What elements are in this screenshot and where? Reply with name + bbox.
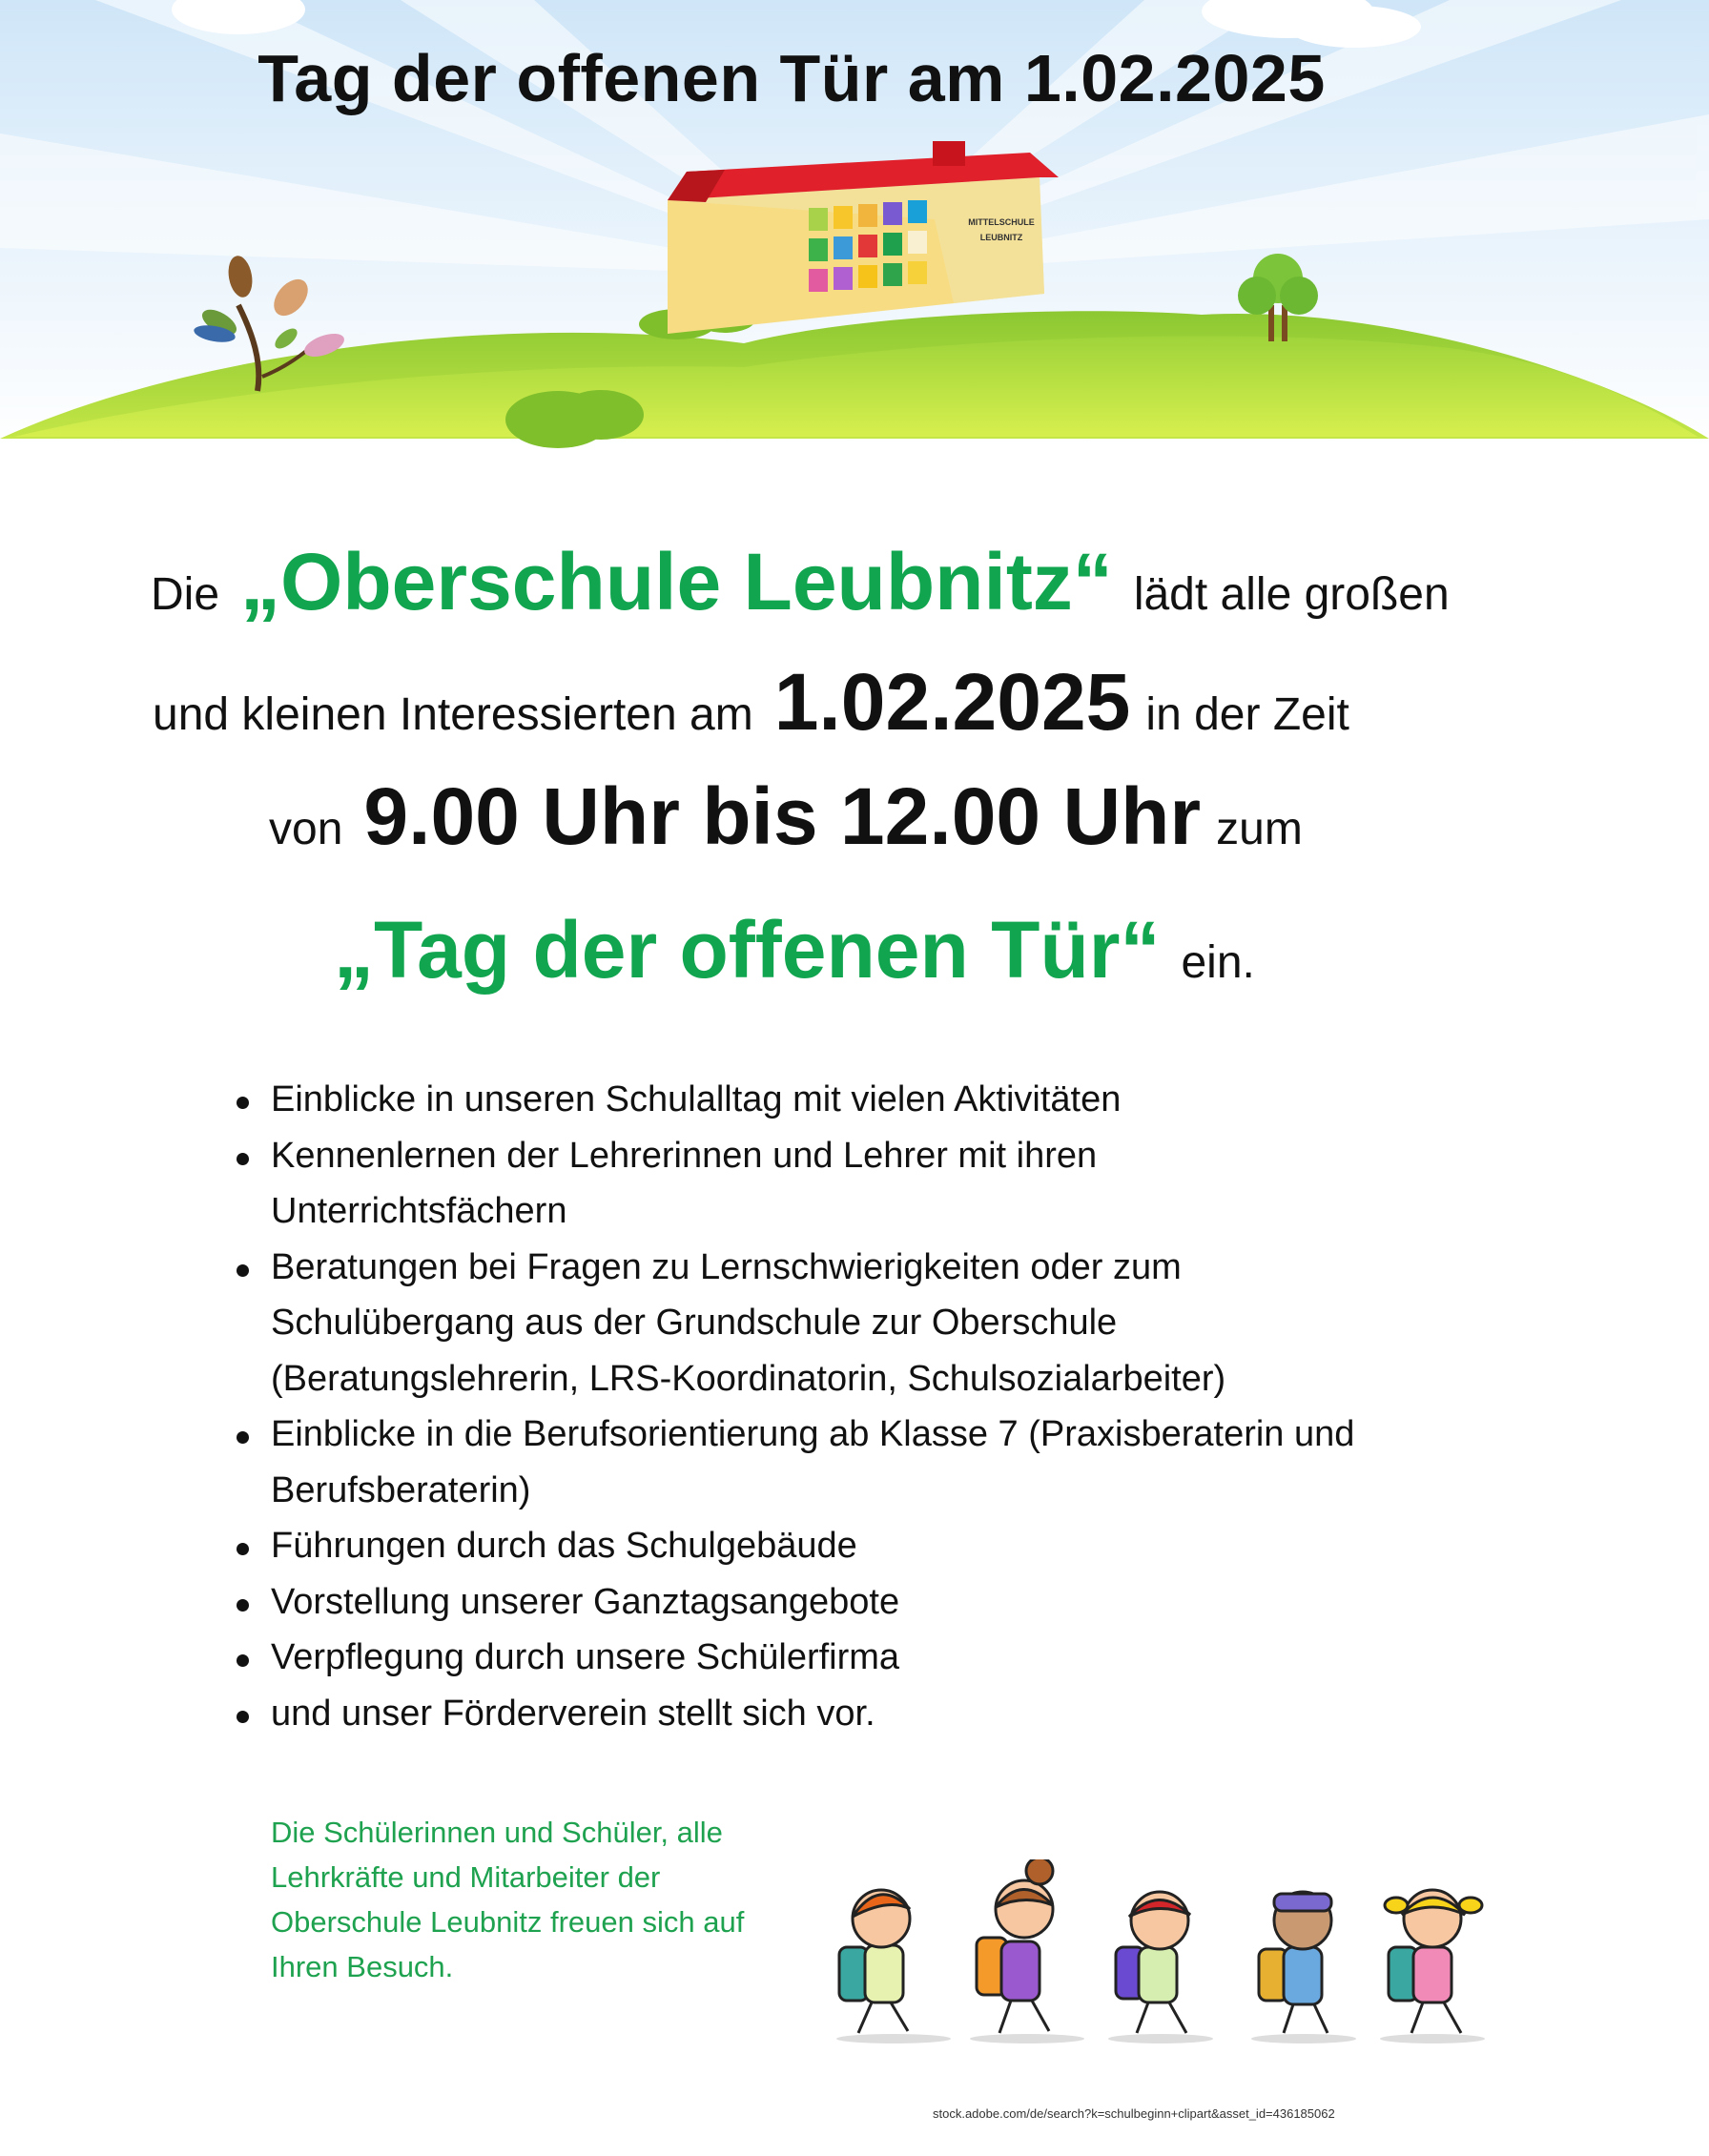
bullet-icon (237, 1264, 249, 1277)
school-name: „Oberschule Leubnitz“ (240, 537, 1113, 626)
list-item: Beratungen bei Fragen zu Lernschwierigkeiten oder zum Schulübergang aus der Grundschule zur Oberschule (Beratungslehrerin, LRS-Koordinatorin, Schulsozialarbeiter) (237, 1240, 1291, 1407)
invitation-line3-prefix: von (269, 804, 343, 854)
bullet-icon (237, 1711, 249, 1723)
bullet-icon (237, 1599, 249, 1612)
invitation-line-1 (151, 536, 1709, 628)
event-name: „Tag der offenen Tür“ (334, 905, 1161, 995)
invitation-line4-suffix: ein. (1181, 937, 1255, 988)
invitation-line3-suffix: zum (1216, 804, 1303, 854)
event-time: 9.00 Uhr bis 12.00 Uhr (363, 771, 1202, 861)
list-item: Führungen durch das Schulgebäude (237, 1518, 1438, 1574)
event-date: 1.02.2025 (773, 657, 1131, 747)
child-3-icon (1116, 1892, 1190, 2033)
invitation-prefix: Die (151, 569, 220, 620)
child-1-icon (839, 1890, 910, 2033)
schoolchildren-illustration (813, 1859, 1499, 2050)
invitation-line-4 (334, 904, 1709, 996)
list-item: Kennenlernen der Lehrerinnen und Lehrer mit ihren Unterrichtsfächern (237, 1128, 1225, 1240)
invitation-line2-suffix: in der Zeit (1145, 689, 1349, 740)
school-sign-line1: MITTELSCHULE (968, 217, 1035, 227)
invitation-line2-prefix: und kleinen Interessierten am (153, 689, 753, 740)
image-source-credit: stock.adobe.com/de/search?k=schulbeginn+clipart&asset_id=436185062 (933, 2106, 1335, 2121)
closing-note: Die Schülerinnen und Schüler, alle Lehrkräfte und Mitarbeiter der Oberschule Leubnitz freuen sich auf Ihren Besuch. (271, 1816, 745, 1983)
list-item: Verpflegung durch unsere Schülerfirma (237, 1630, 1438, 1686)
list-item: und unser Förderverein stellt sich vor. (237, 1686, 1438, 1742)
child-5-icon (1385, 1890, 1482, 2033)
highlights-list (237, 1072, 1438, 1741)
list-item: Einblicke in die Berufsorientierung ab Klasse 7 (Praxisberaterin und Berufsberaterin) (237, 1407, 1453, 1518)
header-banner (0, 0, 1709, 448)
bullet-icon (237, 1654, 249, 1667)
child-2-icon (977, 1859, 1053, 2033)
invitation-line-3 (269, 770, 1709, 863)
banner-title: Tag der offenen Tür am 1.02.2025 (257, 41, 1326, 115)
invitation-line-2 (153, 656, 1709, 749)
list-item: Einblicke in unseren Schulalltag mit vielen Aktivitäten (237, 1072, 1438, 1128)
bullet-icon (237, 1431, 249, 1444)
invitation-line1-suffix: lädt alle großen (1133, 569, 1450, 620)
bullet-icon (237, 1097, 249, 1109)
bullet-icon (237, 1543, 249, 1555)
bullet-icon (237, 1153, 249, 1165)
list-item: Vorstellung unserer Ganztagsangebote (237, 1574, 1438, 1631)
child-4-icon (1259, 1892, 1331, 2033)
school-sign-line2: LEUBNITZ (979, 233, 1023, 242)
